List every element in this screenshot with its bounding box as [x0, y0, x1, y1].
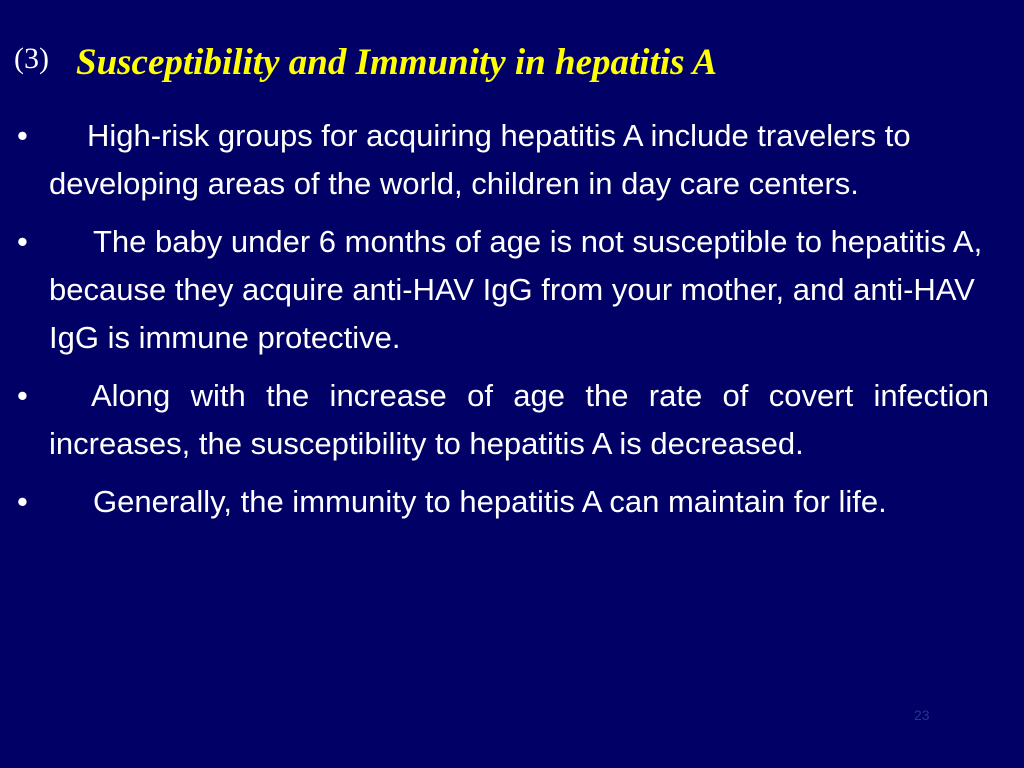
slide-title: Susceptibility and Immunity in hepatitis A: [76, 42, 718, 83]
bullet-text: The baby under 6 months of age is not susceptible to hepatitis A, because they acquire anti-HAV IgG from your mother, and anti-HAV IgG is immune protective.: [49, 224, 983, 355]
bullet-item-4: [0, 478, 989, 526]
bullet-dot: •: [17, 378, 28, 413]
bullet-text: High-risk groups for acquiring hepatitis A include travelers to developing areas of the world, children in day care centers.: [49, 118, 911, 201]
title-number: (3): [14, 42, 49, 75]
bullet-item-1: [0, 112, 989, 208]
page-number: 23: [914, 707, 930, 723]
bullet-dot: •: [17, 224, 28, 259]
bullet-item-3: [0, 372, 989, 468]
bullet-dot: •: [17, 484, 28, 519]
bullet-text: Along with the increase of age the rate of covert infection increases, the susceptibility to hepatitis A is decreased.: [49, 378, 989, 461]
bullet-dot: •: [17, 118, 28, 153]
bullet-text: Generally, the immunity to hepatitis A can maintain for life.: [93, 484, 887, 519]
bullet-item-2: [0, 218, 989, 362]
bullet-list: [0, 112, 1024, 536]
